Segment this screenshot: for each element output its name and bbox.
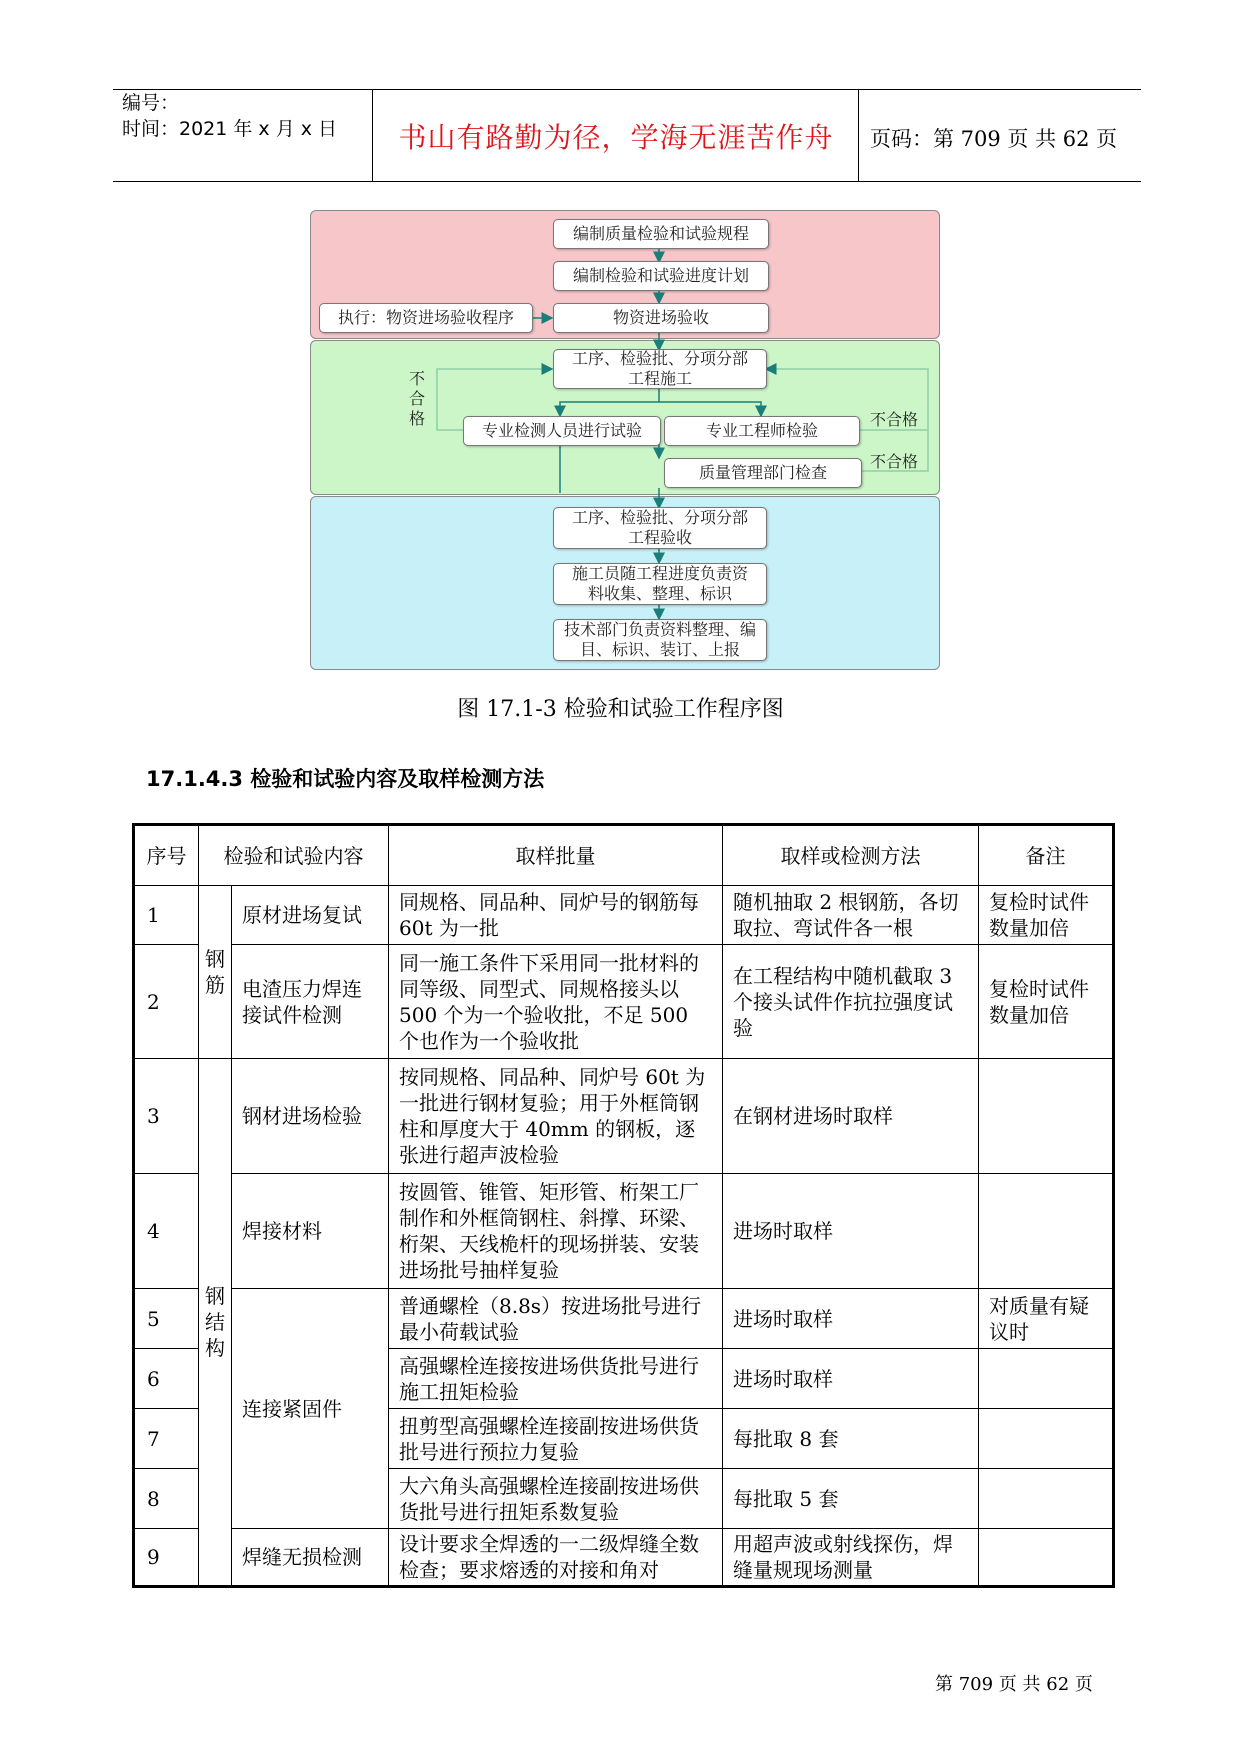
row-method: 在钢材进场时取样 (723, 1059, 979, 1174)
flow-step-inspector-test: 专业检测人员进行试验 (463, 416, 661, 446)
table-row (134, 886, 1114, 945)
flow-label-fail-right-2: 不合格 (870, 452, 919, 471)
row-method: 每批取 8 套 (723, 1409, 979, 1469)
row-method: 用超声波或射线探伤，焊缝量规现场测量 (723, 1529, 979, 1587)
flow-step-qa-check: 质量管理部门检查 (664, 458, 862, 488)
row-item: 焊接材料 (232, 1174, 389, 1289)
flow-step-execute-procedure: 执行：物资进场验收程序 (319, 303, 533, 333)
row-seq: 3 (134, 1059, 199, 1174)
row-method: 进场时取样 (723, 1289, 979, 1349)
row-batch: 扭剪型高强螺栓连接副按进场供货批号进行预拉力复验 (389, 1409, 723, 1469)
row-batch: 大六角头高强螺栓连接副按进场供货批号进行扭矩系数复验 (389, 1469, 723, 1529)
flow-step-acceptance: 工序、检验批、分项分部工程验收 (553, 507, 767, 549)
section-heading: 17.1.4.3 检验和试验内容及取样检测方法 (146, 767, 545, 791)
row-seq: 5 (134, 1289, 199, 1349)
page-footer: 第 709 页 共 62 页 (935, 1674, 1093, 1695)
row-remark (979, 1529, 1114, 1587)
row-remark (979, 1469, 1114, 1529)
row-batch: 同一施工条件下采用同一批材料的同等级、同型式、同规格接头以 500 个为一个验收批，不足 500 个也作为一个验收批 (389, 945, 723, 1059)
flow-step-engineer-check: 专业工程师检验 (664, 416, 860, 446)
group-steel-structure: 钢结构 (199, 1059, 232, 1587)
flow-label-fail-right-1: 不合格 (870, 410, 919, 429)
header-method: 取样或检测方法 (723, 825, 979, 886)
table-header-row (134, 825, 1114, 886)
row-method: 在工程结构中随机截取 3 个接头试件作抗拉强度试验 (723, 945, 979, 1059)
table-row (134, 945, 1114, 1059)
row-batch: 设计要求全焊透的一二级焊缝全数检查；要求熔透的对接和角对 (389, 1529, 723, 1587)
flow-step-quality-procedure: 编制质量检验和试验规程 (553, 219, 769, 249)
table-row (134, 1289, 1114, 1349)
table-row (134, 1529, 1114, 1587)
header-content: 检验和试验内容 (199, 825, 389, 886)
header-batch: 取样批量 (389, 825, 723, 886)
header-seq: 序号 (134, 825, 199, 886)
row-method: 进场时取样 (723, 1349, 979, 1409)
flow-step-archive-records: 技术部门负责资料整理、编目、标识、装订、上报 (553, 619, 767, 661)
row-seq: 1 (134, 886, 199, 945)
flow-step-material-acceptance: 物资进场验收 (553, 303, 769, 333)
row-seq: 8 (134, 1469, 199, 1529)
row-item: 连接紧固件 (232, 1289, 389, 1529)
row-remark: 对质量有疑议时 (979, 1289, 1114, 1349)
row-remark (979, 1409, 1114, 1469)
row-item: 原材进场复试 (232, 886, 389, 945)
row-method: 进场时取样 (723, 1174, 979, 1289)
row-seq: 6 (134, 1349, 199, 1409)
row-remark: 复检时试件数量加倍 (979, 945, 1114, 1059)
row-seq: 4 (134, 1174, 199, 1289)
row-seq: 9 (134, 1529, 199, 1587)
flow-step-schedule: 编制检验和试验进度计划 (553, 261, 769, 291)
row-remark (979, 1349, 1114, 1409)
row-seq: 7 (134, 1409, 199, 1469)
inspection-table (132, 823, 1115, 1588)
row-method: 每批取 5 套 (723, 1469, 979, 1529)
row-remark (979, 1174, 1114, 1289)
doc-date: 时间：2021 年 x 月 x 日 (122, 118, 338, 140)
row-batch: 按同规格、同品种、同炉号 60t 为一批进行钢材复验；用于外框筒钢柱和厚度大于 40mm 的钢板，逐张进行超声波检验 (389, 1059, 723, 1174)
flow-step-construction: 工序、检验批、分项分部工程施工 (553, 349, 767, 389)
header-page-info: 页码：第 709 页 共 62 页 (870, 127, 1118, 151)
row-batch: 普通螺栓（8.8s）按进场批号进行最小荷载试验 (389, 1289, 723, 1349)
row-item: 电渣压力焊连接试件检测 (232, 945, 389, 1059)
header-remark: 备注 (979, 825, 1114, 886)
flow-step-collect-records: 施工员随工程进度负责资料收集、整理、标识 (553, 563, 767, 605)
row-batch: 按圆管、锥管、矩形管、桁架工厂制作和外框筒钢柱、斜撑、环梁、桁架、天线桅杆的现场拼装、安装进场批号抽样复验 (389, 1174, 723, 1289)
header-motto: 书山有路勤为径，学海无涯苦作舟 (398, 121, 834, 154)
table-row (134, 1059, 1114, 1174)
row-remark (979, 1059, 1114, 1174)
row-batch: 同规格、同品种、同炉号的钢筋每 60t 为一批 (389, 886, 723, 945)
flow-label-fail-left: 不合格 (409, 369, 426, 428)
row-item: 焊缝无损检测 (232, 1529, 389, 1587)
row-seq: 2 (134, 945, 199, 1059)
row-remark: 复检时试件数量加倍 (979, 886, 1114, 945)
table-row (134, 1174, 1114, 1289)
group-rebar: 钢筋 (199, 886, 232, 1059)
row-batch: 高强螺栓连接按进场供货批号进行施工扭矩检验 (389, 1349, 723, 1409)
doc-number-label: 编号： (122, 92, 180, 114)
figure-caption: 图 17.1-3 检验和试验工作程序图 (457, 697, 784, 722)
row-item: 钢材进场检验 (232, 1059, 389, 1174)
row-method: 随机抽取 2 根钢筋，各切取拉、弯试件各一根 (723, 886, 979, 945)
